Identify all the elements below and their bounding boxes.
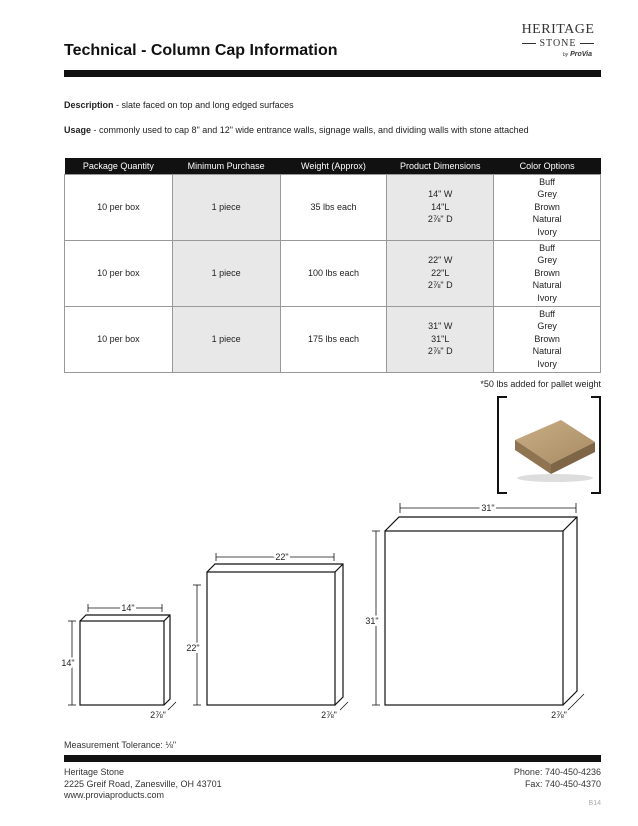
footer-company: Heritage Stone [64, 767, 125, 777]
usage [64, 124, 594, 136]
header-color-options: Color Options [494, 158, 601, 174]
footer-address-block [64, 767, 222, 802]
cell-colors [494, 174, 601, 240]
medium-cap-edge [207, 564, 343, 705]
page-title: Technical - Column Cap Information [64, 42, 338, 59]
color-option: Buff [539, 242, 556, 253]
large-depth-dim-line [568, 694, 584, 710]
cell-colors [494, 240, 601, 306]
table-row [65, 174, 601, 240]
table-row [65, 306, 601, 372]
dim-width: 31" W [428, 321, 453, 332]
color-option: Grey [537, 321, 557, 332]
cell-minimum: 1 piece [172, 240, 280, 306]
color-option: Ivory [537, 358, 557, 369]
large-cap-face [385, 531, 563, 705]
color-option: Grey [537, 189, 557, 200]
small-length-label: 14" [61, 658, 75, 668]
footer-phone: Phone: 740-450-4236 [513, 767, 601, 777]
large-width-label: 31" [481, 503, 495, 513]
title-rule [64, 70, 601, 77]
description-text: - slate faced on top and long edged surfaces [113, 100, 294, 110]
color-option: Natural [532, 280, 562, 291]
logo-line-provia: by ProVia [562, 51, 592, 58]
header-minimum-purchase: Minimum Purchase [172, 158, 280, 174]
cell-weight: 175 lbs each [280, 306, 387, 372]
table-row [65, 240, 601, 306]
color-option: Natural [532, 214, 562, 225]
cell-minimum: 1 piece [172, 306, 280, 372]
spec-table [64, 158, 601, 373]
header-package-quantity: Package Quantity [65, 158, 173, 174]
cell-weight: 35 lbs each [280, 174, 387, 240]
medium-depth-dim-line [340, 702, 348, 710]
spec-table-header-row [65, 158, 601, 174]
color-option: Brown [534, 201, 560, 212]
footer-website-link[interactable]: www.proviaproducts.com [64, 790, 165, 800]
dim-width: 22" W [428, 255, 453, 266]
dim-depth: 2⅞" D [427, 346, 453, 357]
cell-colors [494, 306, 601, 372]
medium-depth-label: 2⅞" [321, 710, 337, 720]
page-number: B14 [588, 800, 601, 807]
logo-line-stone: STONE [510, 38, 606, 50]
large-depth-label: 2⅞" [551, 710, 567, 720]
column-cap-drawings [0, 490, 638, 730]
color-option: Buff [539, 176, 556, 187]
cell-minimum: 1 piece [172, 174, 280, 240]
small-cap-drawing [68, 604, 176, 710]
color-option: Brown [534, 267, 560, 278]
dim-depth: 2⅞" D [427, 280, 453, 291]
heritage-stone-logo [510, 22, 606, 68]
footer-address: 2225 Greif Road, Zanesville, OH 43701 [64, 778, 222, 789]
cell-dimensions [387, 306, 494, 372]
color-option: Ivory [537, 226, 557, 237]
cell-package: 10 per box [65, 240, 173, 306]
cell-package: 10 per box [65, 306, 173, 372]
cell-dimensions [387, 240, 494, 306]
usage-text: - commonly used to cap 8" and 12" wide entrance walls, signage walls, and dividing walls with stone attached [91, 125, 529, 135]
medium-width-label: 22" [275, 552, 289, 562]
description [64, 99, 294, 111]
dim-length: 22"L [431, 267, 450, 278]
large-length-label: 31" [365, 616, 379, 626]
cell-dimensions [387, 174, 494, 240]
dim-width: 14" W [428, 189, 453, 200]
dim-length: 31"L [431, 333, 450, 344]
description-label: Description [64, 100, 114, 110]
large-cap-drawing [372, 503, 584, 710]
header-product-dimensions: Product Dimensions [387, 158, 494, 174]
small-cap-face [80, 621, 164, 705]
dim-length: 14"L [431, 201, 450, 212]
medium-cap-drawing [193, 553, 348, 710]
color-option: Buff [539, 308, 556, 319]
column-cap-image [503, 402, 599, 488]
color-option: Natural [532, 346, 562, 357]
cell-weight: 100 lbs each [280, 240, 387, 306]
logo-line-heritage: HERITAGE [521, 22, 595, 37]
small-width-label: 14" [121, 603, 135, 613]
usage-label: Usage [64, 125, 92, 135]
color-option: Brown [534, 333, 560, 344]
small-depth-label: 2⅞" [150, 710, 166, 720]
footer-fax: Fax: 740-450-4370 [524, 778, 601, 789]
cell-package: 10 per box [65, 174, 173, 240]
header-weight: Weight (Approx) [280, 158, 387, 174]
small-depth-dim-line [168, 702, 176, 710]
large-cap-edge [385, 517, 577, 705]
dim-depth: 2⅞" D [427, 214, 453, 225]
footer-rule [64, 755, 601, 762]
medium-length-label: 22" [186, 643, 200, 653]
pallet-weight-note: *50 lbs added for pallet weight [480, 379, 601, 389]
medium-cap-face [207, 572, 335, 705]
color-option: Grey [537, 255, 557, 266]
small-cap-edge [80, 615, 170, 705]
color-option: Ivory [537, 292, 557, 303]
column-cap-photo [497, 396, 601, 494]
footer-contact-block [514, 767, 601, 790]
measurement-tolerance: Measurement Tolerance: ⅛" [64, 740, 177, 750]
